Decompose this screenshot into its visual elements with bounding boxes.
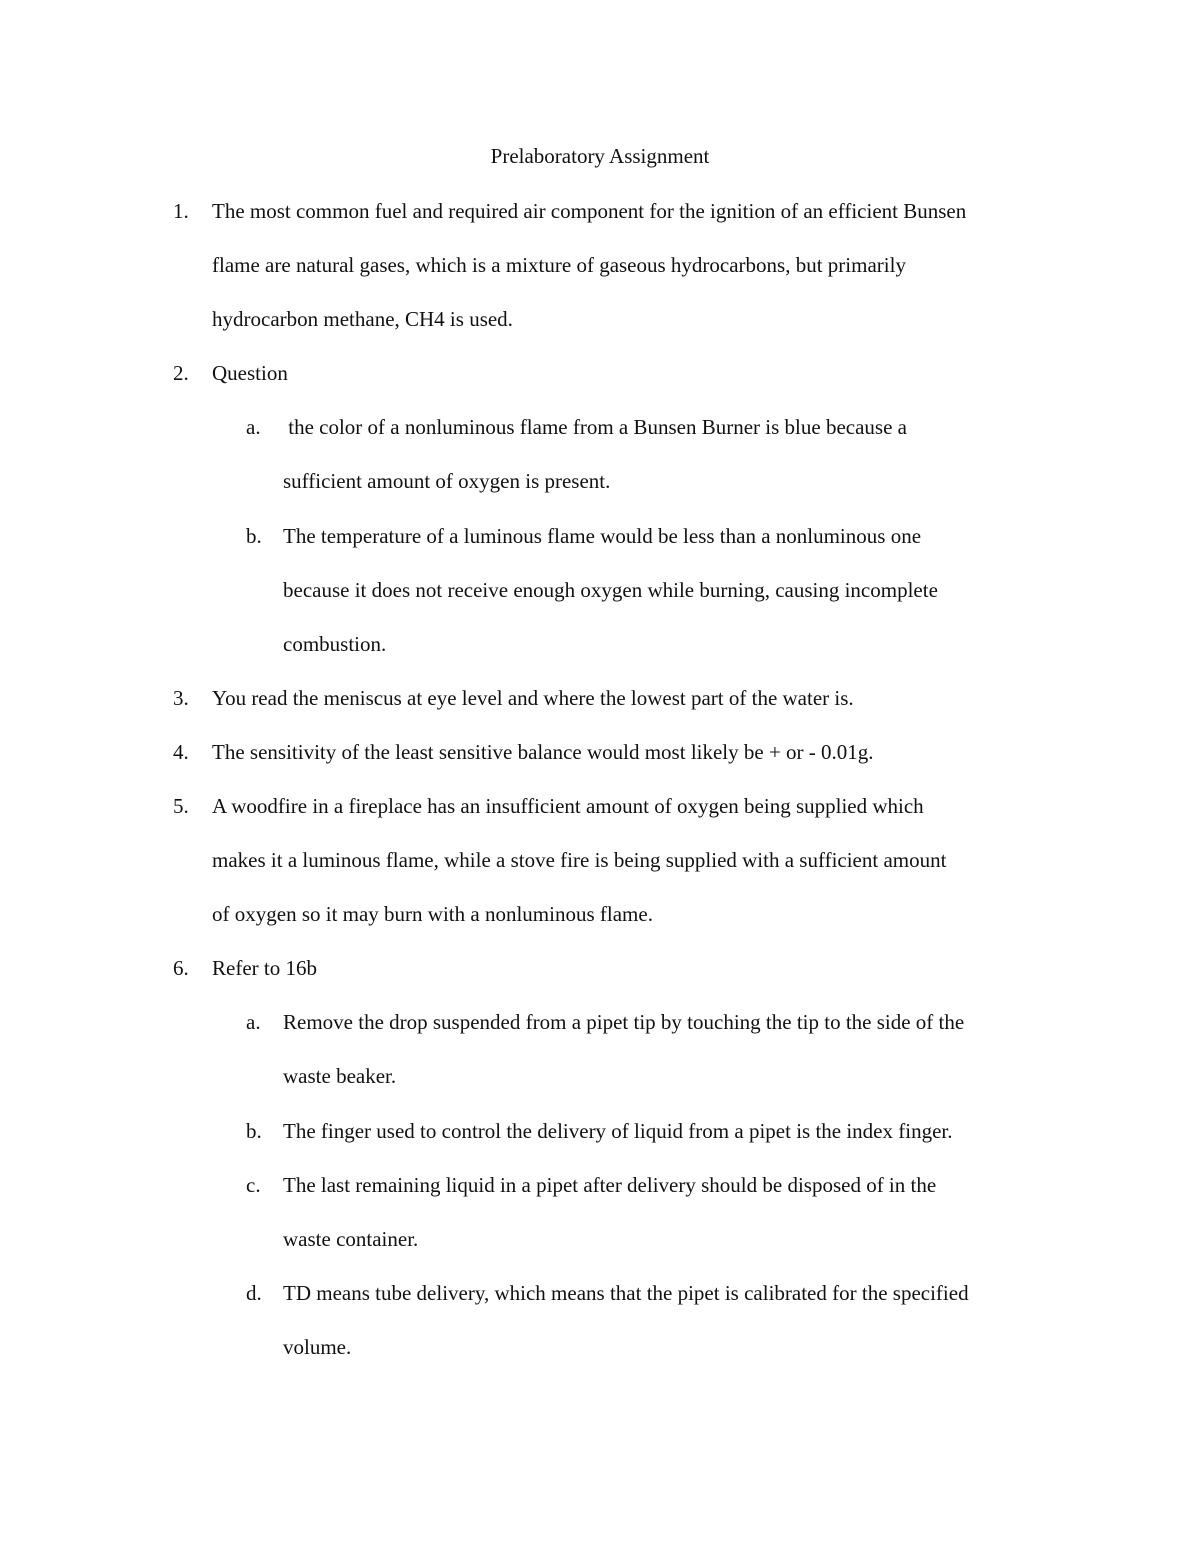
item-5-line-1: A woodfire in a fireplace has an insufficient amount of oxygen being supplied which xyxy=(212,794,924,818)
item-2a-line-1: the color of a nonluminous flame from a Bunsen Burner is blue because a xyxy=(283,415,907,439)
item-6-marker: 6. xyxy=(173,956,189,980)
item-6a-line-2: waste beaker. xyxy=(283,1064,397,1088)
item-2a-line-2: sufficient amount of oxygen is present. xyxy=(283,469,611,493)
item-3-line-1: You read the meniscus at eye level and where the lowest part of the water is. xyxy=(212,686,854,710)
item-2b-line-2: because it does not receive enough oxygen while burning, causing incomplete xyxy=(283,578,938,602)
item-4-line-1: The sensitivity of the least sensitive balance would most likely be + or - 0.01g. xyxy=(212,740,874,764)
item-4-marker: 4. xyxy=(173,740,189,764)
item-6c-line-1: The last remaining liquid in a pipet after delivery should be disposed of in the xyxy=(283,1173,937,1197)
item-2b-line-3: combustion. xyxy=(283,632,387,656)
item-6d-line-1: TD means tube delivery, which means that the pipet is calibrated for the specified xyxy=(283,1281,969,1305)
item-6d-line-2: volume. xyxy=(283,1335,352,1359)
item-6c-line-2: waste container. xyxy=(283,1227,419,1251)
page-title: Prelaboratory Assignment xyxy=(490,144,710,168)
item-2-line-1: Question xyxy=(212,361,288,385)
item-1-line-3: hydrocarbon methane, CH4 is used. xyxy=(212,307,513,331)
item-5-marker: 5. xyxy=(173,794,189,818)
item-1-line-1: The most common fuel and required air component for the ignition of an efficient Bunsen xyxy=(212,199,967,223)
item-6-line-1: Refer to 16b xyxy=(212,956,317,980)
item-2b-marker: b. xyxy=(246,524,262,548)
item-6b-line-1: The finger used to control the delivery of liquid from a pipet is the index finger. xyxy=(283,1119,953,1143)
item-5-line-2: makes it a luminous flame, while a stove fire is being supplied with a sufficient amount xyxy=(212,848,947,872)
item-2a-marker: a. xyxy=(246,415,261,439)
item-6a-marker: a. xyxy=(246,1010,261,1034)
item-6b-marker: b. xyxy=(246,1119,262,1143)
item-6d-marker: d. xyxy=(246,1281,262,1305)
item-2-marker: 2. xyxy=(173,361,189,385)
item-2b-line-1: The temperature of a luminous flame would be less than a nonluminous one xyxy=(283,524,922,548)
item-6a-line-1: Remove the drop suspended from a pipet tip by touching the tip to the side of the xyxy=(283,1010,965,1034)
item-3-marker: 3. xyxy=(173,686,189,710)
item-5-line-3: of oxygen so it may burn with a nonluminous flame. xyxy=(212,902,653,926)
item-1-line-2: flame are natural gases, which is a mixture of gaseous hydrocarbons, but primarily xyxy=(212,253,906,277)
item-6c-marker: c. xyxy=(246,1173,261,1197)
item-1-marker: 1. xyxy=(173,199,189,223)
